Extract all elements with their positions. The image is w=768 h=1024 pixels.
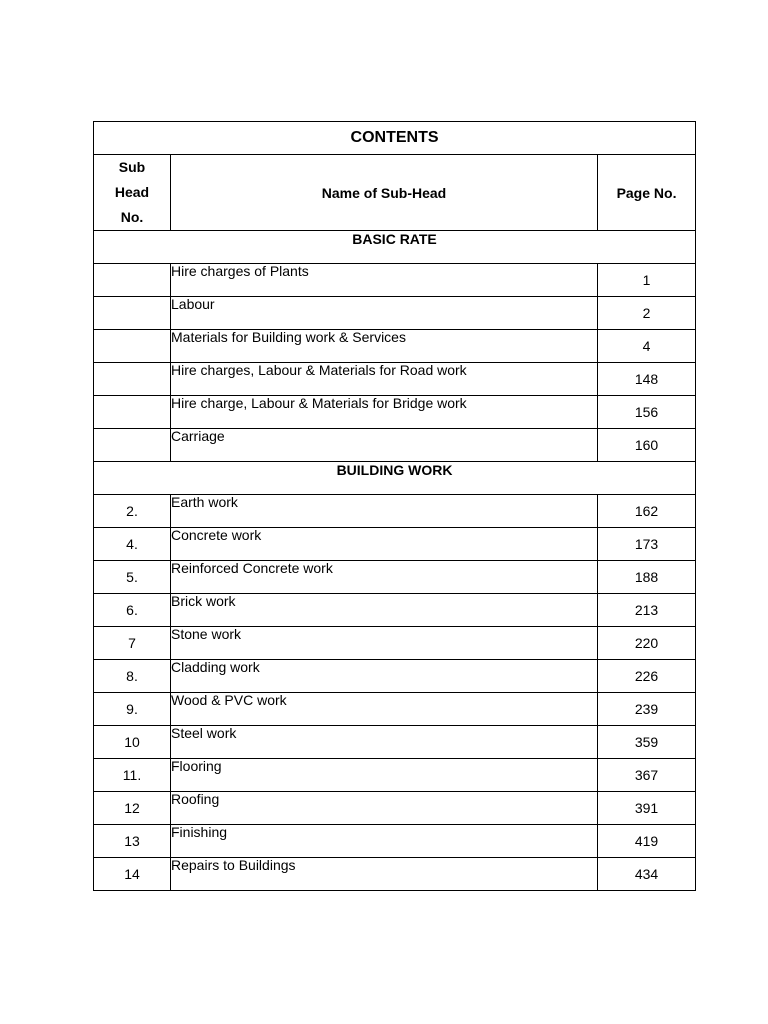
title-row [94,122,696,155]
sub-head-name: Labour [171,297,598,330]
sub-head-name: Stone work [171,627,598,660]
table-row [94,363,696,396]
sub-head-name: Flooring [171,759,598,792]
sub-head-no [94,429,171,462]
sub-head-name: Carriage [171,429,598,462]
sub-head-name: Reinforced Concrete work [171,561,598,594]
sub-head-name: Cladding work [171,660,598,693]
sub-head-no [94,363,171,396]
table-row [94,660,696,693]
sub-head-no: 14 [94,858,171,891]
sub-head-no: 8. [94,660,171,693]
sub-head-name: Earth work [171,495,598,528]
page-no: 213 [598,594,696,627]
section-heading: BUILDING WORK [336,462,453,478]
contents-table [93,121,696,891]
sub-head-name: Materials for Building work & Services [171,330,598,363]
section-heading-cell [94,231,696,264]
header-name-of-sub-head: Name of Sub-Head [171,155,598,231]
page-no: 239 [598,693,696,726]
page-no: 434 [598,858,696,891]
page-no: 419 [598,825,696,858]
contents-table-body [94,122,696,891]
sub-head-name: Roofing [171,792,598,825]
contents-title: CONTENTS [94,122,696,155]
table-row [94,330,696,363]
sub-head-name: Hire charge, Labour & Materials for Bridge work [171,396,598,429]
page-no: 1 [598,264,696,297]
table-row [94,726,696,759]
page-no: 162 [598,495,696,528]
sub-head-no: 2. [94,495,171,528]
sub-head-name: Steel work [171,726,598,759]
header-page-no: Page No. [598,155,696,231]
section-row [94,462,696,495]
page-no: 367 [598,759,696,792]
table-row [94,561,696,594]
page-no: 226 [598,660,696,693]
page-no: 2 [598,297,696,330]
table-row [94,297,696,330]
sub-head-no: 5. [94,561,171,594]
table-row [94,627,696,660]
page-no: 4 [598,330,696,363]
page-no: 148 [598,363,696,396]
page-no: 220 [598,627,696,660]
sub-head-name: Hire charges, Labour & Materials for Road work [171,363,598,396]
page-no: 391 [598,792,696,825]
table-row [94,495,696,528]
sub-head-no: 6. [94,594,171,627]
table-row [94,396,696,429]
sub-head-no: 12 [94,792,171,825]
page-no: 359 [598,726,696,759]
table-row [94,858,696,891]
table-row [94,429,696,462]
sub-head-no [94,264,171,297]
header-sub-head-no-line: Head [114,184,150,200]
sub-head-no [94,330,171,363]
sub-head-no: 7 [94,627,171,660]
section-row [94,231,696,264]
table-row [94,693,696,726]
sub-head-name: Finishing [171,825,598,858]
section-heading-cell [94,462,696,495]
table-row [94,528,696,561]
sub-head-name: Hire charges of Plants [171,264,598,297]
sub-head-no [94,396,171,429]
table-row [94,792,696,825]
page-no: 173 [598,528,696,561]
sub-head-name: Concrete work [171,528,598,561]
section-heading: BASIC RATE [352,231,437,247]
sub-head-no: 10 [94,726,171,759]
sub-head-name: Repairs to Buildings [171,858,598,891]
sub-head-no [94,297,171,330]
sub-head-no: 9. [94,693,171,726]
header-sub-head-no [94,155,171,231]
sub-head-no: 11. [94,759,171,792]
sub-head-no: 13 [94,825,171,858]
table-row [94,759,696,792]
page-no: 160 [598,429,696,462]
page-no: 188 [598,561,696,594]
table-row [94,264,696,297]
header-sub-head-no-line: Sub [118,159,146,175]
sub-head-no: 4. [94,528,171,561]
header-sub-head-no-line: No. [120,209,144,225]
table-row [94,825,696,858]
sub-head-name: Wood & PVC work [171,693,598,726]
table-row [94,594,696,627]
sub-head-name: Brick work [171,594,598,627]
page-no: 156 [598,396,696,429]
header-row [94,155,696,231]
